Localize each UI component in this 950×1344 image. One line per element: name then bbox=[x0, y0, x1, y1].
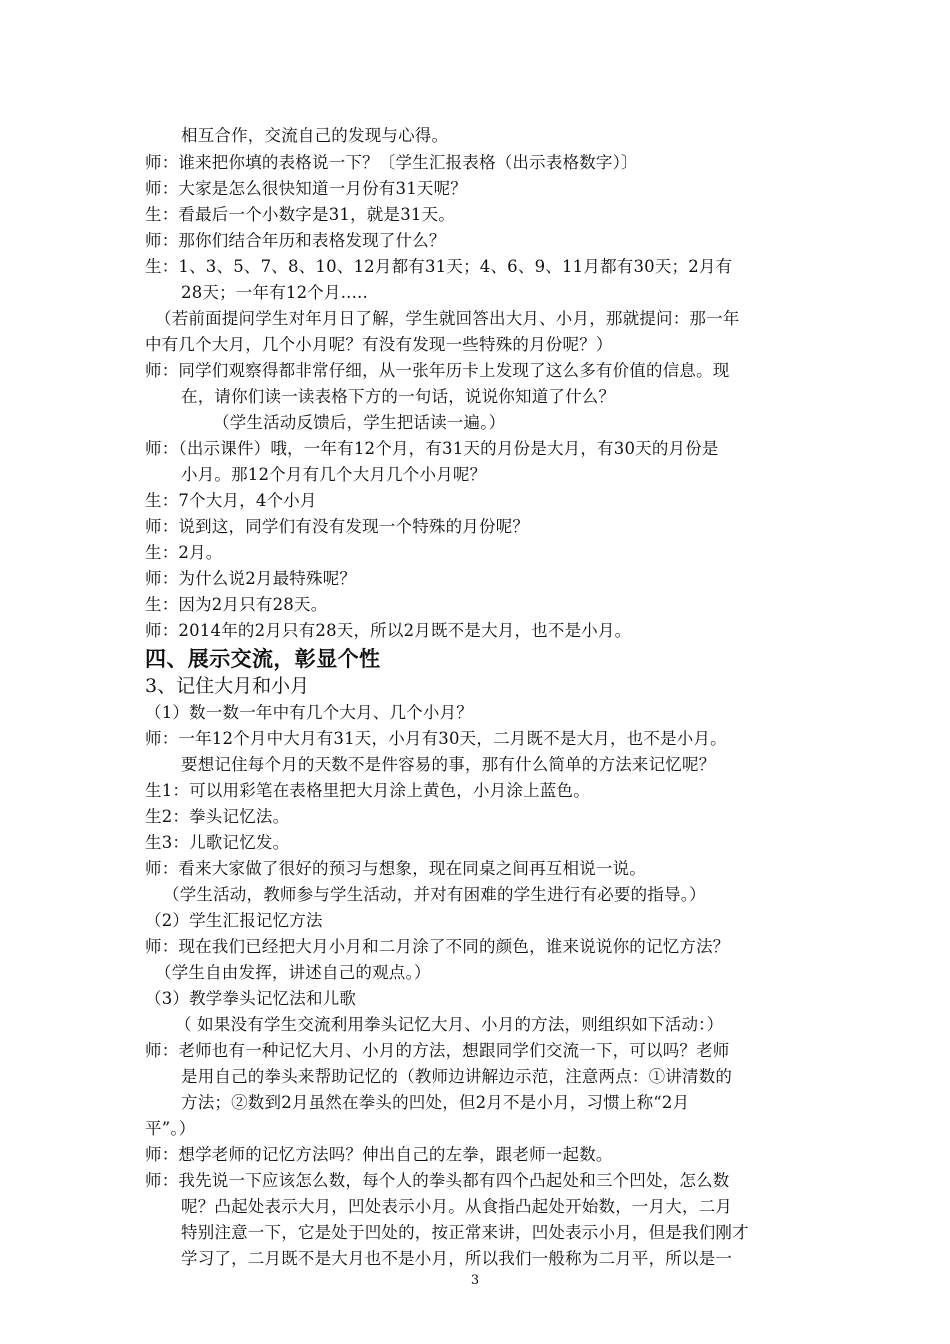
text-line: （3）教学拳头记忆法和儿歌 bbox=[145, 989, 357, 1008]
text-line: 师：同学们观察得都非常仔细，从一张年历卡上发现了这么多有价值的信息。现 bbox=[145, 361, 730, 380]
text-line: 师：2014年的2月只有28天，所以2月既不是大月，也不是小月。 bbox=[145, 621, 632, 640]
text-line: 学习了，二月既不是大月也不是小月，所以我们一般称为二月平，所以是一 bbox=[181, 1249, 733, 1268]
text-line: 师：我先说一下应该怎么数，每个人的拳头都有四个凸起处和三个凹处，怎么数 bbox=[145, 1171, 730, 1190]
text-line: 28天；一年有12个月..... bbox=[181, 283, 368, 302]
text-line: 生：看最后一个小数字是31，就是31天。 bbox=[145, 205, 455, 224]
text-line: （若前面提问学生对年月日了解，学生就回答出大月、小月，那就提问：那一年 bbox=[155, 309, 740, 328]
text-line: 要想记住每个月的天数不是件容易的事，那有什么简单的方法来记忆呢？ bbox=[181, 755, 716, 774]
text-line: 在，请你们读一读表格下方的一句话，说说你知道了什么？ bbox=[181, 387, 616, 406]
text-line: （1）数一数一年中有几个大月、几个小月？ bbox=[145, 703, 473, 722]
text-line: 特别注意一下，它是处于凹处的，按正常来讲，凹处表示小月，但是我们刚才 bbox=[181, 1223, 749, 1242]
text-line: （学生自由发挥，讲述自己的观点。） bbox=[155, 963, 431, 982]
subsection-heading: 3、记住大月和小月 bbox=[145, 675, 310, 697]
text-line: 中有几个大月，几个小月呢？有没有发现一些特殊的月份呢？） bbox=[145, 335, 613, 354]
text-line: 师：为什么说2月最特殊呢？ bbox=[145, 569, 357, 588]
text-line: 师：那你们结合年历和表格发现了什么？ bbox=[145, 231, 446, 250]
text-line: 师：一年12个月中大月有31天，小月有30天，二月既不是大月，也不是小月。 bbox=[145, 729, 727, 748]
text-line: 师：（出示课件）哦，一年有12个月，有31天的月份是大月，有30天的月份是 bbox=[145, 439, 719, 458]
text-line: 生：因为2月只有28天。 bbox=[145, 595, 328, 614]
text-line: 相互合作，交流自己的发现与心得。 bbox=[181, 126, 449, 145]
text-line: 呢？凸起处表示大月，凹处表示小月。从食指凸起处开始数，一月大，二月 bbox=[181, 1197, 733, 1216]
text-line: （学生活动反馈后，学生把话读一遍。） bbox=[213, 413, 506, 432]
text-line: （学生活动，教师参与学生活动，并对有困难的学生进行有必要的指导。） bbox=[163, 885, 706, 904]
text-line: 生：7个大月，4个小月 bbox=[145, 491, 317, 510]
text-line: 师：老师也有一种记忆大月、小月的方法，想跟同学们交流一下，可以吗？老师 bbox=[145, 1041, 730, 1060]
text-line: 小月。那12个月有几个大月几个小月呢？ bbox=[181, 465, 487, 484]
text-line: （ 如果没有学生交流利用拳头记忆大月、小月的方法，则组织如下活动：） bbox=[175, 1015, 724, 1034]
text-line: 方法；②数到2月虽然在拳头的凹处，但2月不是小月，习惯上称“2月 bbox=[181, 1093, 690, 1112]
text-line: 是用自己的拳头来帮助记忆的（教师边讲解边示范，注意两点：①讲清数的 bbox=[181, 1067, 733, 1086]
text-line: 师：大家是怎么很快知道一月份有31天呢？ bbox=[145, 179, 467, 198]
text-line: 平”。） bbox=[145, 1119, 196, 1138]
text-line: 师：谁来把你填的表格说一下？〔学生汇报表格（出示表格数字）〕 bbox=[145, 153, 638, 172]
page-number: 3 bbox=[470, 1273, 480, 1288]
text-line: 生：2月。 bbox=[145, 543, 223, 562]
text-line: 生2：拳头记忆法。 bbox=[145, 807, 290, 826]
text-line: 生：1、3、5、7、8、10、12月都有31天；4、6、9、11月都有30天；2月有 bbox=[145, 257, 733, 276]
text-line: 生1：可以用彩笔在表格里把大月涂上黄色，小月涂上蓝色。 bbox=[145, 781, 590, 800]
text-line: 师：想学老师的记忆方法吗？伸出自己的左拳，跟老师一起数。 bbox=[145, 1145, 613, 1164]
section-heading: 四、展示交流，彰显个性 bbox=[145, 646, 381, 671]
text-line: 生3：儿歌记忆发。 bbox=[145, 833, 290, 852]
text-line: 师：看来大家做了很好的预习与想象，现在同桌之间再互相说一说。 bbox=[145, 859, 646, 878]
text-line: （2）学生汇报记忆方法 bbox=[145, 911, 323, 930]
text-line: 师：说到这，同学们有没有发现一个特殊的月份呢？ bbox=[145, 517, 530, 536]
text-line: 师：现在我们已经把大月小月和二月涂了不同的颜色，谁来说说你的记忆方法？ bbox=[145, 937, 730, 956]
